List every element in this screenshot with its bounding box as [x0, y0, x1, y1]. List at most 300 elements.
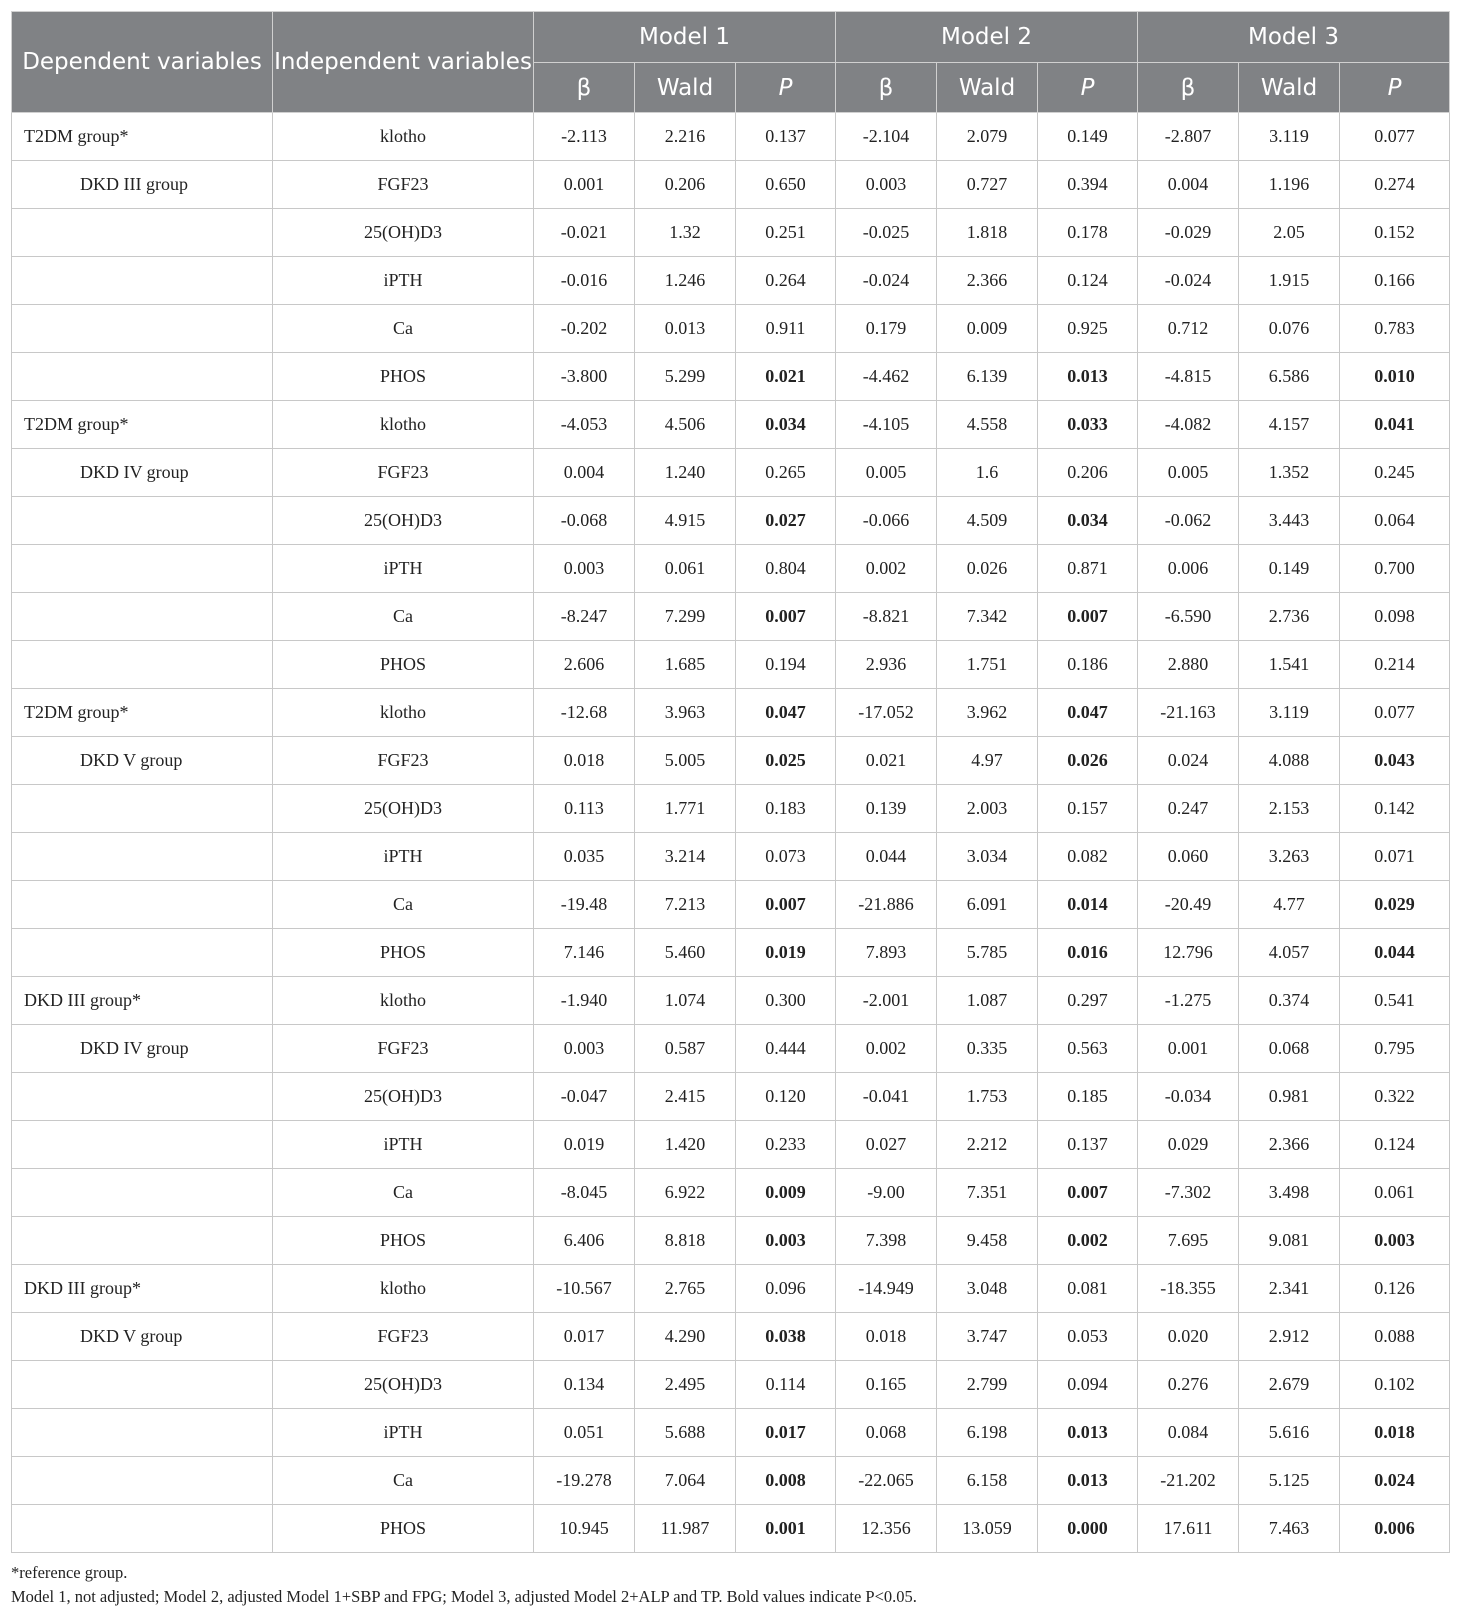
p-value-cell: 0.264	[736, 257, 836, 305]
wald-cell: 3.119	[1239, 113, 1340, 161]
beta-cell: 2.606	[534, 641, 635, 689]
header-wald: Wald	[937, 63, 1038, 113]
beta-cell: -6.590	[1138, 593, 1239, 641]
p-value-cell: 0.053	[1038, 1313, 1138, 1361]
beta-cell: 0.018	[534, 737, 635, 785]
beta-cell: 12.796	[1138, 929, 1239, 977]
wald-cell: 1.240	[635, 449, 736, 497]
beta-cell: 0.084	[1138, 1409, 1239, 1457]
beta-cell: 0.017	[534, 1313, 635, 1361]
p-value-cell: 0.871	[1038, 545, 1138, 593]
beta-cell: -3.800	[534, 353, 635, 401]
header-wald: Wald	[1239, 63, 1340, 113]
table-container	[11, 11, 1449, 1609]
p-value-cell: 0.102	[1340, 1361, 1450, 1409]
beta-cell: 2.936	[836, 641, 937, 689]
p-value-cell: 0.026	[1038, 737, 1138, 785]
table-row	[12, 1025, 1450, 1073]
beta-cell: -4.815	[1138, 353, 1239, 401]
wald-cell: 7.342	[937, 593, 1038, 641]
beta-cell: 0.018	[836, 1313, 937, 1361]
beta-cell: -0.066	[836, 497, 937, 545]
p-value-cell: 0.265	[736, 449, 836, 497]
beta-cell: 0.165	[836, 1361, 937, 1409]
table-row	[12, 161, 1450, 209]
p-value-cell: 0.783	[1340, 305, 1450, 353]
wald-cell: 2.679	[1239, 1361, 1340, 1409]
dependent-variable-cell	[12, 1169, 273, 1217]
p-value-cell: 0.274	[1340, 161, 1450, 209]
wald-cell: 11.987	[635, 1505, 736, 1553]
footnote-models: Model 1, not adjusted; Model 2, adjusted Model 1+SBP and FPG; Model 3, adjusted Model 2+ALP and TP. Bold values indicate P<0.05.	[11, 1587, 917, 1606]
wald-cell: 3.034	[937, 833, 1038, 881]
wald-cell: 3.962	[937, 689, 1038, 737]
independent-variable-cell: klotho	[273, 113, 534, 161]
header-model-2: Model 2	[836, 12, 1138, 63]
beta-cell: 0.020	[1138, 1313, 1239, 1361]
wald-cell: 4.057	[1239, 929, 1340, 977]
p-value-cell: 0.003	[1340, 1217, 1450, 1265]
wald-cell: 3.747	[937, 1313, 1038, 1361]
wald-cell: 2.415	[635, 1073, 736, 1121]
wald-cell: 4.558	[937, 401, 1038, 449]
wald-cell: 0.061	[635, 545, 736, 593]
dependent-variable-cell: DKD III group	[12, 161, 273, 209]
beta-cell: -9.00	[836, 1169, 937, 1217]
p-value-cell: 0.563	[1038, 1025, 1138, 1073]
beta-cell: 0.006	[1138, 545, 1239, 593]
beta-cell: -0.029	[1138, 209, 1239, 257]
wald-cell: 1.751	[937, 641, 1038, 689]
independent-variable-cell: klotho	[273, 689, 534, 737]
beta-cell: 0.003	[836, 161, 937, 209]
beta-cell: 0.002	[836, 1025, 937, 1073]
table-row	[12, 1457, 1450, 1505]
beta-cell: 0.179	[836, 305, 937, 353]
beta-cell: -21.163	[1138, 689, 1239, 737]
header-p: P	[736, 63, 836, 113]
dependent-variable-cell: T2DM group*	[12, 401, 273, 449]
p-value-cell: 0.137	[736, 113, 836, 161]
p-value-cell: 0.077	[1340, 689, 1450, 737]
dependent-variable-cell: DKD III group*	[12, 1265, 273, 1313]
beta-cell: 0.029	[1138, 1121, 1239, 1169]
beta-cell: -8.247	[534, 593, 635, 641]
independent-variable-cell: klotho	[273, 977, 534, 1025]
beta-cell: -2.807	[1138, 113, 1239, 161]
p-value-cell: 0.003	[736, 1217, 836, 1265]
p-value-cell: 0.142	[1340, 785, 1450, 833]
table-row	[12, 689, 1450, 737]
wald-cell: 2.153	[1239, 785, 1340, 833]
independent-variable-cell: iPTH	[273, 257, 534, 305]
beta-cell: -8.045	[534, 1169, 635, 1217]
wald-cell: 0.009	[937, 305, 1038, 353]
beta-cell: 0.044	[836, 833, 937, 881]
independent-variable-cell: iPTH	[273, 1121, 534, 1169]
table-row	[12, 1313, 1450, 1361]
p-value-cell: 0.024	[1340, 1457, 1450, 1505]
wald-cell: 3.263	[1239, 833, 1340, 881]
table-row	[12, 353, 1450, 401]
footnotes	[11, 1561, 1449, 1609]
beta-cell: -0.025	[836, 209, 937, 257]
wald-cell: 5.005	[635, 737, 736, 785]
wald-cell: 3.498	[1239, 1169, 1340, 1217]
beta-cell: -22.065	[836, 1457, 937, 1505]
independent-variable-cell: 25(OH)D3	[273, 785, 534, 833]
p-value-cell: 0.013	[1038, 353, 1138, 401]
table-row	[12, 593, 1450, 641]
beta-cell: 0.068	[836, 1409, 937, 1457]
p-value-cell: 0.047	[736, 689, 836, 737]
p-value-cell: 0.081	[1038, 1265, 1138, 1313]
independent-variable-cell: Ca	[273, 305, 534, 353]
wald-cell: 0.335	[937, 1025, 1038, 1073]
beta-cell: -20.49	[1138, 881, 1239, 929]
beta-cell: -10.567	[534, 1265, 635, 1313]
beta-cell: -0.021	[534, 209, 635, 257]
beta-cell: 0.712	[1138, 305, 1239, 353]
beta-cell: 2.880	[1138, 641, 1239, 689]
p-value-cell: 0.016	[1038, 929, 1138, 977]
wald-cell: 0.068	[1239, 1025, 1340, 1073]
p-value-cell: 0.206	[1038, 449, 1138, 497]
p-value-cell: 0.137	[1038, 1121, 1138, 1169]
p-value-cell: 0.034	[1038, 497, 1138, 545]
wald-cell: 5.616	[1239, 1409, 1340, 1457]
wald-cell: 1.087	[937, 977, 1038, 1025]
table-body	[12, 113, 1450, 1553]
wald-cell: 2.212	[937, 1121, 1038, 1169]
wald-cell: 6.198	[937, 1409, 1038, 1457]
beta-cell: -4.462	[836, 353, 937, 401]
p-value-cell: 0.297	[1038, 977, 1138, 1025]
wald-cell: 0.727	[937, 161, 1038, 209]
wald-cell: 2.366	[1239, 1121, 1340, 1169]
p-value-cell: 0.300	[736, 977, 836, 1025]
wald-cell: 1.915	[1239, 257, 1340, 305]
p-value-cell: 0.251	[736, 209, 836, 257]
table-row	[12, 113, 1450, 161]
p-value-cell: 0.025	[736, 737, 836, 785]
dependent-variable-cell	[12, 353, 273, 401]
table-row	[12, 1361, 1450, 1409]
beta-cell: -0.034	[1138, 1073, 1239, 1121]
wald-cell: 2.912	[1239, 1313, 1340, 1361]
wald-cell: 6.139	[937, 353, 1038, 401]
beta-cell: -21.202	[1138, 1457, 1239, 1505]
wald-cell: 8.818	[635, 1217, 736, 1265]
header-p: P	[1038, 63, 1138, 113]
independent-variable-cell: FGF23	[273, 1313, 534, 1361]
table-row	[12, 1265, 1450, 1313]
beta-cell: -7.302	[1138, 1169, 1239, 1217]
p-value-cell: 0.124	[1038, 257, 1138, 305]
p-value-cell: 0.061	[1340, 1169, 1450, 1217]
beta-cell: 0.005	[836, 449, 937, 497]
table-row	[12, 929, 1450, 977]
p-value-cell: 0.124	[1340, 1121, 1450, 1169]
table-row	[12, 737, 1450, 785]
header-beta: β	[1138, 63, 1239, 113]
beta-cell: -17.052	[836, 689, 937, 737]
p-value-cell: 0.001	[736, 1505, 836, 1553]
table-row	[12, 977, 1450, 1025]
beta-cell: 7.893	[836, 929, 937, 977]
independent-variable-cell: 25(OH)D3	[273, 1073, 534, 1121]
table-row	[12, 1121, 1450, 1169]
p-value-cell: 0.444	[736, 1025, 836, 1073]
p-value-cell: 0.007	[1038, 1169, 1138, 1217]
beta-cell: 0.002	[836, 545, 937, 593]
beta-cell: 0.051	[534, 1409, 635, 1457]
p-value-cell: 0.014	[1038, 881, 1138, 929]
dependent-variable-cell: DKD IV group	[12, 449, 273, 497]
dependent-variable-cell: DKD III group*	[12, 977, 273, 1025]
p-value-cell: 0.021	[736, 353, 836, 401]
wald-cell: 2.495	[635, 1361, 736, 1409]
wald-cell: 9.458	[937, 1217, 1038, 1265]
independent-variable-cell: 25(OH)D3	[273, 497, 534, 545]
beta-cell: -0.041	[836, 1073, 937, 1121]
wald-cell: 0.149	[1239, 545, 1340, 593]
beta-cell: 0.003	[534, 545, 635, 593]
dependent-variable-cell	[12, 1457, 273, 1505]
independent-variable-cell: 25(OH)D3	[273, 1361, 534, 1409]
p-value-cell: 0.007	[736, 881, 836, 929]
beta-cell: 0.021	[836, 737, 937, 785]
table-row	[12, 785, 1450, 833]
independent-variable-cell: PHOS	[273, 1217, 534, 1265]
p-value-cell: 0.394	[1038, 161, 1138, 209]
independent-variable-cell: Ca	[273, 1169, 534, 1217]
beta-cell: 12.356	[836, 1505, 937, 1553]
beta-cell: 0.001	[1138, 1025, 1239, 1073]
p-value-cell: 0.166	[1340, 257, 1450, 305]
independent-variable-cell: 25(OH)D3	[273, 209, 534, 257]
p-value-cell: 0.700	[1340, 545, 1450, 593]
independent-variable-cell: PHOS	[273, 641, 534, 689]
dependent-variable-cell	[12, 1361, 273, 1409]
p-value-cell: 0.186	[1038, 641, 1138, 689]
dependent-variable-cell	[12, 1217, 273, 1265]
p-value-cell: 0.322	[1340, 1073, 1450, 1121]
wald-cell: 0.374	[1239, 977, 1340, 1025]
p-value-cell: 0.096	[736, 1265, 836, 1313]
p-value-cell: 0.008	[736, 1457, 836, 1505]
beta-cell: -18.355	[1138, 1265, 1239, 1313]
p-value-cell: 0.007	[736, 593, 836, 641]
independent-variable-cell: klotho	[273, 1265, 534, 1313]
beta-cell: 0.027	[836, 1121, 937, 1169]
wald-cell: 5.125	[1239, 1457, 1340, 1505]
beta-cell: 0.060	[1138, 833, 1239, 881]
p-value-cell: 0.126	[1340, 1265, 1450, 1313]
wald-cell: 7.299	[635, 593, 736, 641]
p-value-cell: 0.047	[1038, 689, 1138, 737]
p-value-cell: 0.911	[736, 305, 836, 353]
independent-variable-cell: FGF23	[273, 1025, 534, 1073]
p-value-cell: 0.009	[736, 1169, 836, 1217]
table-header	[12, 12, 1450, 113]
beta-cell: 7.398	[836, 1217, 937, 1265]
p-value-cell: 0.795	[1340, 1025, 1450, 1073]
p-value-cell: 0.013	[1038, 1457, 1138, 1505]
wald-cell: 4.290	[635, 1313, 736, 1361]
header-independent: Independent variables	[273, 12, 534, 113]
wald-cell: 1.32	[635, 209, 736, 257]
independent-variable-cell: Ca	[273, 1457, 534, 1505]
table-row	[12, 1217, 1450, 1265]
beta-cell: -2.113	[534, 113, 635, 161]
beta-cell: -4.105	[836, 401, 937, 449]
wald-cell: 2.216	[635, 113, 736, 161]
wald-cell: 7.463	[1239, 1505, 1340, 1553]
table-row	[12, 401, 1450, 449]
beta-cell: -2.104	[836, 113, 937, 161]
p-value-cell: 0.152	[1340, 209, 1450, 257]
table-row	[12, 1505, 1450, 1553]
beta-cell: 17.611	[1138, 1505, 1239, 1553]
wald-cell: 2.341	[1239, 1265, 1340, 1313]
wald-cell: 6.158	[937, 1457, 1038, 1505]
independent-variable-cell: iPTH	[273, 833, 534, 881]
wald-cell: 1.818	[937, 209, 1038, 257]
header-p: P	[1340, 63, 1450, 113]
beta-cell: -0.016	[534, 257, 635, 305]
header-wald: Wald	[635, 63, 736, 113]
p-value-cell: 0.029	[1340, 881, 1450, 929]
wald-cell: 3.214	[635, 833, 736, 881]
wald-cell: 2.799	[937, 1361, 1038, 1409]
beta-cell: 6.406	[534, 1217, 635, 1265]
beta-cell: -19.48	[534, 881, 635, 929]
beta-cell: -0.047	[534, 1073, 635, 1121]
beta-cell: 0.113	[534, 785, 635, 833]
beta-cell: 0.003	[534, 1025, 635, 1073]
dependent-variable-cell	[12, 257, 273, 305]
table-row	[12, 833, 1450, 881]
wald-cell: 1.541	[1239, 641, 1340, 689]
p-value-cell: 0.073	[736, 833, 836, 881]
wald-cell: 3.119	[1239, 689, 1340, 737]
p-value-cell: 0.094	[1038, 1361, 1138, 1409]
header-model-1: Model 1	[534, 12, 836, 63]
p-value-cell: 0.925	[1038, 305, 1138, 353]
wald-cell: 2.736	[1239, 593, 1340, 641]
wald-cell: 5.299	[635, 353, 736, 401]
p-value-cell: 0.000	[1038, 1505, 1138, 1553]
p-value-cell: 0.064	[1340, 497, 1450, 545]
p-value-cell: 0.149	[1038, 113, 1138, 161]
wald-cell: 4.97	[937, 737, 1038, 785]
independent-variable-cell: PHOS	[273, 929, 534, 977]
p-value-cell: 0.178	[1038, 209, 1138, 257]
beta-cell: 0.276	[1138, 1361, 1239, 1409]
beta-cell: 0.134	[534, 1361, 635, 1409]
dependent-variable-cell	[12, 785, 273, 833]
independent-variable-cell: klotho	[273, 401, 534, 449]
wald-cell: 6.586	[1239, 353, 1340, 401]
wald-cell: 1.074	[635, 977, 736, 1025]
beta-cell: -19.278	[534, 1457, 635, 1505]
table-row	[12, 305, 1450, 353]
beta-cell: 0.247	[1138, 785, 1239, 833]
beta-cell: 0.001	[534, 161, 635, 209]
beta-cell: -0.024	[836, 257, 937, 305]
table-row	[12, 1409, 1450, 1457]
beta-cell: -0.024	[1138, 257, 1239, 305]
p-value-cell: 0.034	[736, 401, 836, 449]
p-value-cell: 0.033	[1038, 401, 1138, 449]
wald-cell: 7.213	[635, 881, 736, 929]
beta-cell: -0.202	[534, 305, 635, 353]
p-value-cell: 0.006	[1340, 1505, 1450, 1553]
wald-cell: 0.076	[1239, 305, 1340, 353]
wald-cell: 4.77	[1239, 881, 1340, 929]
p-value-cell: 0.650	[736, 161, 836, 209]
table-row	[12, 497, 1450, 545]
dependent-variable-cell: DKD V group	[12, 1313, 273, 1361]
beta-cell: 7.695	[1138, 1217, 1239, 1265]
beta-cell: -1.275	[1138, 977, 1239, 1025]
independent-variable-cell: FGF23	[273, 449, 534, 497]
dependent-variable-cell	[12, 1073, 273, 1121]
wald-cell: 4.915	[635, 497, 736, 545]
p-value-cell: 0.038	[736, 1313, 836, 1361]
header-dependent: Dependent variables	[12, 12, 273, 113]
p-value-cell: 0.114	[736, 1361, 836, 1409]
wald-cell: 3.048	[937, 1265, 1038, 1313]
p-value-cell: 0.044	[1340, 929, 1450, 977]
wald-cell: 1.6	[937, 449, 1038, 497]
p-value-cell: 0.071	[1340, 833, 1450, 881]
header-beta: β	[836, 63, 937, 113]
independent-variable-cell: iPTH	[273, 1409, 534, 1457]
p-value-cell: 0.043	[1340, 737, 1450, 785]
wald-cell: 1.420	[635, 1121, 736, 1169]
p-value-cell: 0.077	[1340, 113, 1450, 161]
dependent-variable-cell	[12, 593, 273, 641]
wald-cell: 5.688	[635, 1409, 736, 1457]
independent-variable-cell: Ca	[273, 593, 534, 641]
table-row	[12, 1169, 1450, 1217]
p-value-cell: 0.041	[1340, 401, 1450, 449]
wald-cell: 0.981	[1239, 1073, 1340, 1121]
wald-cell: 1.196	[1239, 161, 1340, 209]
beta-cell: 0.004	[1138, 161, 1239, 209]
beta-cell: -8.821	[836, 593, 937, 641]
beta-cell: 0.139	[836, 785, 937, 833]
beta-cell: -2.001	[836, 977, 937, 1025]
independent-variable-cell: FGF23	[273, 161, 534, 209]
p-value-cell: 0.214	[1340, 641, 1450, 689]
wald-cell: 4.157	[1239, 401, 1340, 449]
footnote-reference: *reference group.	[11, 1563, 128, 1582]
wald-cell: 2.079	[937, 113, 1038, 161]
p-value-cell: 0.002	[1038, 1217, 1138, 1265]
beta-cell: 0.004	[534, 449, 635, 497]
wald-cell: 3.443	[1239, 497, 1340, 545]
p-value-cell: 0.233	[736, 1121, 836, 1169]
dependent-variable-cell	[12, 1409, 273, 1457]
dependent-variable-cell	[12, 929, 273, 977]
p-value-cell: 0.082	[1038, 833, 1138, 881]
table-row	[12, 545, 1450, 593]
wald-cell: 1.246	[635, 257, 736, 305]
table-row	[12, 1073, 1450, 1121]
